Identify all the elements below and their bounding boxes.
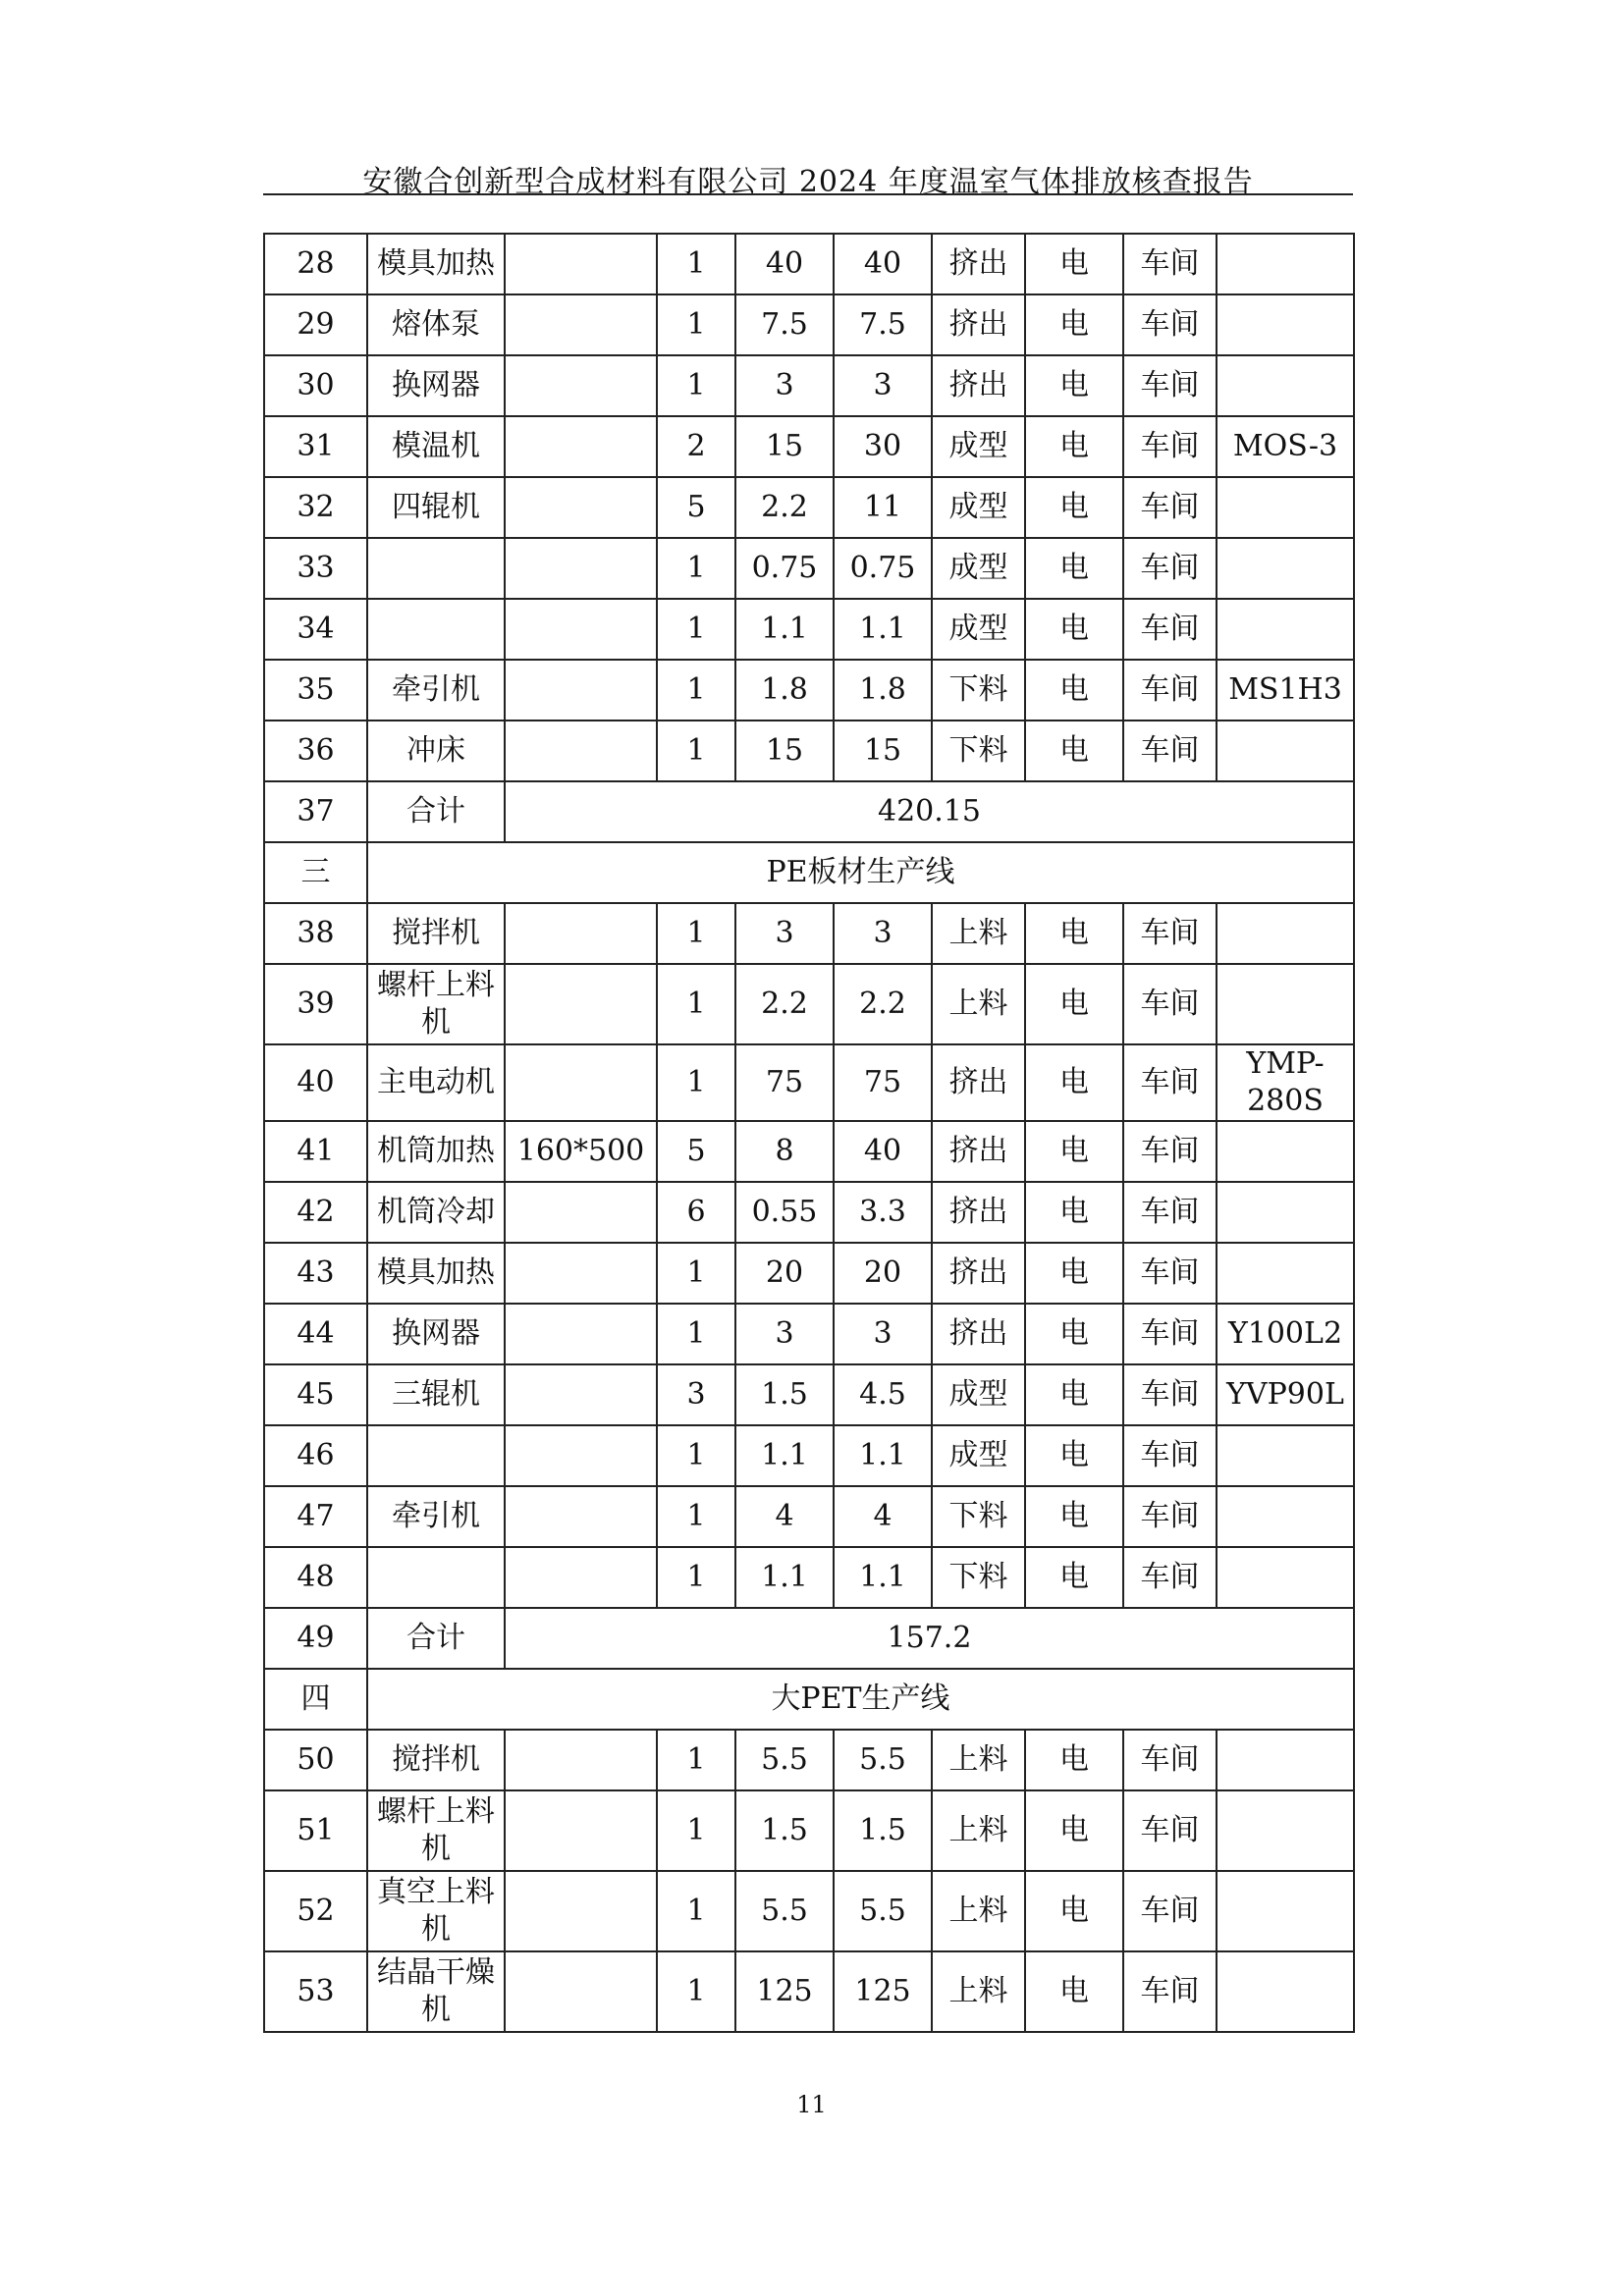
cell-energy: 电: [1025, 1044, 1123, 1121]
cell-model: [1217, 1547, 1354, 1608]
cell-process: 下料: [932, 1547, 1025, 1608]
table-row: [264, 477, 1354, 538]
cell-energy: 电: [1025, 721, 1123, 781]
cell-energy: 电: [1025, 1364, 1123, 1425]
cell-no: 43: [264, 1243, 367, 1304]
table-row: [264, 903, 1354, 964]
cell-spec: [505, 599, 657, 660]
cell-spec: [505, 234, 657, 294]
cell-location: 车间: [1123, 1547, 1217, 1608]
cell-total-power: 40: [834, 234, 932, 294]
cell-name: 搅拌机: [367, 903, 505, 964]
cell-name: 模具加热: [367, 1243, 505, 1304]
cell-unit-power: 5.5: [735, 1871, 834, 1951]
cell-name: 真空上料机: [367, 1871, 505, 1951]
cell-location: 车间: [1123, 1486, 1217, 1547]
cell-no: 51: [264, 1790, 367, 1871]
cell-spec: 160*500: [505, 1121, 657, 1182]
cell-model: [1217, 1951, 1354, 2032]
cell-model: MS1H3: [1217, 660, 1354, 721]
cell-name: 机筒冷却: [367, 1182, 505, 1243]
cell-location: 车间: [1123, 1871, 1217, 1951]
cell-location: 车间: [1123, 1243, 1217, 1304]
cell-location: 车间: [1123, 1730, 1217, 1790]
cell-total-power: 1.1: [834, 1547, 932, 1608]
row-number-cell: 37: [264, 781, 367, 842]
cell-unit-power: 7.5: [735, 294, 834, 355]
section-number-cell: 三: [264, 842, 367, 903]
table-row: [264, 660, 1354, 721]
cell-location: 车间: [1123, 1182, 1217, 1243]
cell-location: 车间: [1123, 355, 1217, 416]
cell-name: 机筒加热: [367, 1121, 505, 1182]
cell-no: 36: [264, 721, 367, 781]
cell-location: 车间: [1123, 477, 1217, 538]
cell-unit-power: 5.5: [735, 1730, 834, 1790]
table-row: [264, 1044, 1354, 1121]
cell-unit-power: 75: [735, 1044, 834, 1121]
table-row: [264, 1486, 1354, 1547]
table-row: [264, 538, 1354, 599]
cell-model: [1217, 1486, 1354, 1547]
cell-qty: 1: [657, 964, 735, 1044]
cell-model: [1217, 294, 1354, 355]
cell-process: 上料: [932, 1790, 1025, 1871]
cell-process: 挤出: [932, 355, 1025, 416]
table-row: [264, 1243, 1354, 1304]
cell-qty: 1: [657, 1425, 735, 1486]
cell-unit-power: 2.2: [735, 477, 834, 538]
cell-model: [1217, 1121, 1354, 1182]
section-title-cell: 大PET生产线: [367, 1669, 1354, 1730]
cell-energy: 电: [1025, 355, 1123, 416]
cell-model: [1217, 721, 1354, 781]
cell-no: 39: [264, 964, 367, 1044]
cell-total-power: 3.3: [834, 1182, 932, 1243]
cell-process: 成型: [932, 1425, 1025, 1486]
cell-unit-power: 1.1: [735, 599, 834, 660]
equipment-table: [263, 233, 1355, 2033]
cell-location: 车间: [1123, 903, 1217, 964]
cell-unit-power: 40: [735, 234, 834, 294]
cell-spec: [505, 477, 657, 538]
cell-qty: 1: [657, 294, 735, 355]
cell-energy: 电: [1025, 1304, 1123, 1364]
cell-qty: 1: [657, 1951, 735, 2032]
cell-process: 成型: [932, 599, 1025, 660]
cell-name: 四辊机: [367, 477, 505, 538]
cell-no: 28: [264, 234, 367, 294]
table-row: [264, 294, 1354, 355]
cell-no: 38: [264, 903, 367, 964]
cell-process: 成型: [932, 477, 1025, 538]
cell-qty: 1: [657, 721, 735, 781]
cell-qty: 1: [657, 599, 735, 660]
cell-qty: 1: [657, 234, 735, 294]
cell-unit-power: 3: [735, 1304, 834, 1364]
section-header-row: [264, 1669, 1354, 1730]
cell-spec: [505, 1425, 657, 1486]
cell-location: 车间: [1123, 416, 1217, 477]
cell-total-power: 15: [834, 721, 932, 781]
table-row: [264, 416, 1354, 477]
cell-no: 53: [264, 1951, 367, 2032]
table-row: [264, 1121, 1354, 1182]
cell-qty: 5: [657, 477, 735, 538]
cell-no: 52: [264, 1871, 367, 1951]
cell-total-power: 5.5: [834, 1730, 932, 1790]
cell-total-power: 20: [834, 1243, 932, 1304]
cell-name: 模具加热: [367, 234, 505, 294]
cell-location: 车间: [1123, 660, 1217, 721]
cell-location: 车间: [1123, 1790, 1217, 1871]
cell-model: [1217, 477, 1354, 538]
cell-unit-power: 2.2: [735, 964, 834, 1044]
cell-name: 熔体泵: [367, 294, 505, 355]
cell-total-power: 30: [834, 416, 932, 477]
total-label-cell: 合计: [367, 781, 505, 842]
cell-name: 模温机: [367, 416, 505, 477]
cell-process: 挤出: [932, 1304, 1025, 1364]
cell-process: 挤出: [932, 234, 1025, 294]
cell-unit-power: 1.5: [735, 1790, 834, 1871]
cell-model: [1217, 1243, 1354, 1304]
cell-spec: [505, 660, 657, 721]
cell-unit-power: 0.55: [735, 1182, 834, 1243]
table-row: [264, 1730, 1354, 1790]
section-header-row: [264, 842, 1354, 903]
cell-no: 32: [264, 477, 367, 538]
cell-unit-power: 20: [735, 1243, 834, 1304]
cell-location: 车间: [1123, 1044, 1217, 1121]
cell-location: 车间: [1123, 1364, 1217, 1425]
table-row: [264, 1871, 1354, 1951]
cell-no: 30: [264, 355, 367, 416]
cell-spec: [505, 1304, 657, 1364]
cell-name: 结晶干燥机: [367, 1951, 505, 2032]
cell-total-power: 3: [834, 903, 932, 964]
cell-unit-power: 1.1: [735, 1547, 834, 1608]
cell-qty: 1: [657, 1547, 735, 1608]
cell-energy: 电: [1025, 1243, 1123, 1304]
cell-energy: 电: [1025, 1951, 1123, 2032]
cell-process: 上料: [932, 964, 1025, 1044]
cell-name: [367, 599, 505, 660]
cell-model: [1217, 599, 1354, 660]
cell-process: 上料: [932, 1871, 1025, 1951]
cell-model: [1217, 1425, 1354, 1486]
cell-unit-power: 15: [735, 721, 834, 781]
cell-model: [1217, 355, 1354, 416]
cell-qty: 3: [657, 1364, 735, 1425]
cell-name: [367, 1547, 505, 1608]
cell-spec: [505, 1182, 657, 1243]
cell-unit-power: 3: [735, 903, 834, 964]
row-number-cell: 49: [264, 1608, 367, 1669]
cell-energy: 电: [1025, 294, 1123, 355]
cell-no: 48: [264, 1547, 367, 1608]
table-row: [264, 1951, 1354, 2032]
cell-qty: 5: [657, 1121, 735, 1182]
cell-location: 车间: [1123, 599, 1217, 660]
cell-model: [1217, 234, 1354, 294]
cell-name: 换网器: [367, 1304, 505, 1364]
cell-model: MOS-3: [1217, 416, 1354, 477]
cell-unit-power: 1.1: [735, 1425, 834, 1486]
cell-spec: [505, 1044, 657, 1121]
cell-spec: [505, 538, 657, 599]
table-body: [264, 234, 1354, 2032]
cell-location: 车间: [1123, 538, 1217, 599]
table-row: [264, 355, 1354, 416]
cell-process: 挤出: [932, 1182, 1025, 1243]
table-row: [264, 1547, 1354, 1608]
cell-no: 42: [264, 1182, 367, 1243]
cell-model: YVP90L: [1217, 1364, 1354, 1425]
cell-spec: [505, 964, 657, 1044]
table-row: [264, 964, 1354, 1044]
cell-qty: 1: [657, 1730, 735, 1790]
cell-spec: [505, 721, 657, 781]
cell-energy: 电: [1025, 477, 1123, 538]
cell-qty: 1: [657, 1304, 735, 1364]
cell-model: [1217, 1730, 1354, 1790]
cell-unit-power: 15: [735, 416, 834, 477]
cell-name: 主电动机: [367, 1044, 505, 1121]
cell-energy: 电: [1025, 538, 1123, 599]
cell-name: 牵引机: [367, 1486, 505, 1547]
cell-process: 下料: [932, 660, 1025, 721]
cell-process: 上料: [932, 1951, 1025, 2032]
cell-unit-power: 8: [735, 1121, 834, 1182]
cell-energy: 电: [1025, 1182, 1123, 1243]
cell-spec: [505, 355, 657, 416]
cell-process: 挤出: [932, 1044, 1025, 1121]
cell-model: YMP-280S: [1217, 1044, 1354, 1121]
table-row: [264, 1364, 1354, 1425]
cell-name: [367, 538, 505, 599]
cell-total-power: 5.5: [834, 1871, 932, 1951]
cell-qty: 2: [657, 416, 735, 477]
cell-spec: [505, 1486, 657, 1547]
cell-no: 29: [264, 294, 367, 355]
cell-spec: [505, 1871, 657, 1951]
cell-total-power: 1.8: [834, 660, 932, 721]
cell-no: 41: [264, 1121, 367, 1182]
cell-energy: 电: [1025, 903, 1123, 964]
cell-model: [1217, 964, 1354, 1044]
cell-spec: [505, 294, 657, 355]
cell-no: 40: [264, 1044, 367, 1121]
cell-total-power: 0.75: [834, 538, 932, 599]
cell-location: 车间: [1123, 964, 1217, 1044]
cell-qty: 1: [657, 903, 735, 964]
cell-no: 33: [264, 538, 367, 599]
page-number: 11: [796, 2091, 827, 2118]
table-row: [264, 721, 1354, 781]
cell-total-power: 3: [834, 1304, 932, 1364]
table-row: [264, 1425, 1354, 1486]
cell-process: 成型: [932, 416, 1025, 477]
cell-energy: 电: [1025, 1871, 1123, 1951]
table-row: [264, 1182, 1354, 1243]
cell-qty: 1: [657, 660, 735, 721]
cell-energy: 电: [1025, 234, 1123, 294]
cell-process: 下料: [932, 721, 1025, 781]
cell-total-power: 75: [834, 1044, 932, 1121]
cell-energy: 电: [1025, 1790, 1123, 1871]
cell-qty: 1: [657, 355, 735, 416]
cell-qty: 1: [657, 1790, 735, 1871]
page-header-title: 安徽合创新型合成材料有限公司 2024 年度温室气体排放核查报告: [362, 165, 1254, 199]
cell-total-power: 3: [834, 355, 932, 416]
cell-total-power: 4.5: [834, 1364, 932, 1425]
cell-spec: [505, 1547, 657, 1608]
cell-qty: 1: [657, 1486, 735, 1547]
cell-no: 46: [264, 1425, 367, 1486]
cell-process: 成型: [932, 538, 1025, 599]
cell-model: [1217, 1182, 1354, 1243]
cell-location: 车间: [1123, 1951, 1217, 2032]
cell-total-power: 1.1: [834, 599, 932, 660]
cell-location: 车间: [1123, 1121, 1217, 1182]
table-row: [264, 1790, 1354, 1871]
cell-no: 50: [264, 1730, 367, 1790]
cell-location: 车间: [1123, 234, 1217, 294]
cell-location: 车间: [1123, 1304, 1217, 1364]
cell-name: 螺杆上料机: [367, 1790, 505, 1871]
cell-no: 45: [264, 1364, 367, 1425]
cell-location: 车间: [1123, 294, 1217, 355]
cell-no: 31: [264, 416, 367, 477]
cell-name: 三辊机: [367, 1364, 505, 1425]
cell-model: [1217, 903, 1354, 964]
table-row: [264, 599, 1354, 660]
cell-total-power: 4: [834, 1486, 932, 1547]
cell-total-power: 1.5: [834, 1790, 932, 1871]
cell-total-power: 125: [834, 1951, 932, 2032]
cell-energy: 电: [1025, 1547, 1123, 1608]
cell-energy: 电: [1025, 964, 1123, 1044]
total-value-cell: 157.2: [505, 1608, 1354, 1669]
cell-location: 车间: [1123, 1425, 1217, 1486]
cell-energy: 电: [1025, 1486, 1123, 1547]
cell-spec: [505, 903, 657, 964]
cell-spec: [505, 1951, 657, 2032]
cell-model: [1217, 1871, 1354, 1951]
total-value-cell: 420.15: [505, 781, 1354, 842]
cell-process: 挤出: [932, 1243, 1025, 1304]
cell-no: 47: [264, 1486, 367, 1547]
cell-unit-power: 125: [735, 1951, 834, 2032]
cell-qty: 1: [657, 1871, 735, 1951]
cell-model: [1217, 538, 1354, 599]
cell-qty: 1: [657, 1044, 735, 1121]
cell-process: 下料: [932, 1486, 1025, 1547]
cell-name: 牵引机: [367, 660, 505, 721]
cell-total-power: 1.1: [834, 1425, 932, 1486]
section-number-cell: 四: [264, 1669, 367, 1730]
cell-spec: [505, 1243, 657, 1304]
cell-total-power: 7.5: [834, 294, 932, 355]
cell-spec: [505, 1364, 657, 1425]
cell-name: 螺杆上料机: [367, 964, 505, 1044]
cell-total-power: 11: [834, 477, 932, 538]
cell-spec: [505, 1730, 657, 1790]
cell-qty: 1: [657, 1243, 735, 1304]
cell-unit-power: 1.8: [735, 660, 834, 721]
cell-total-power: 2.2: [834, 964, 932, 1044]
cell-energy: 电: [1025, 1730, 1123, 1790]
header-rule: [263, 193, 1353, 195]
cell-model: [1217, 1790, 1354, 1871]
cell-process: 挤出: [932, 1121, 1025, 1182]
cell-qty: 6: [657, 1182, 735, 1243]
cell-name: 冲床: [367, 721, 505, 781]
cell-unit-power: 1.5: [735, 1364, 834, 1425]
cell-name: [367, 1425, 505, 1486]
cell-unit-power: 3: [735, 355, 834, 416]
cell-unit-power: 4: [735, 1486, 834, 1547]
cell-spec: [505, 416, 657, 477]
cell-energy: 电: [1025, 599, 1123, 660]
cell-energy: 电: [1025, 1425, 1123, 1486]
cell-energy: 电: [1025, 416, 1123, 477]
cell-process: 上料: [932, 1730, 1025, 1790]
cell-no: 35: [264, 660, 367, 721]
cell-qty: 1: [657, 538, 735, 599]
total-row: [264, 781, 1354, 842]
section-title-cell: PE板材生产线: [367, 842, 1354, 903]
total-row: [264, 1608, 1354, 1669]
cell-unit-power: 0.75: [735, 538, 834, 599]
cell-name: 换网器: [367, 355, 505, 416]
cell-no: 34: [264, 599, 367, 660]
cell-energy: 电: [1025, 1121, 1123, 1182]
cell-name: 搅拌机: [367, 1730, 505, 1790]
cell-process: 成型: [932, 1364, 1025, 1425]
cell-model: Y100L2: [1217, 1304, 1354, 1364]
cell-process: 上料: [932, 903, 1025, 964]
table-row: [264, 234, 1354, 294]
cell-energy: 电: [1025, 660, 1123, 721]
table-row: [264, 1304, 1354, 1364]
total-label-cell: 合计: [367, 1608, 505, 1669]
cell-no: 44: [264, 1304, 367, 1364]
cell-total-power: 40: [834, 1121, 932, 1182]
cell-process: 挤出: [932, 294, 1025, 355]
cell-spec: [505, 1790, 657, 1871]
cell-location: 车间: [1123, 721, 1217, 781]
